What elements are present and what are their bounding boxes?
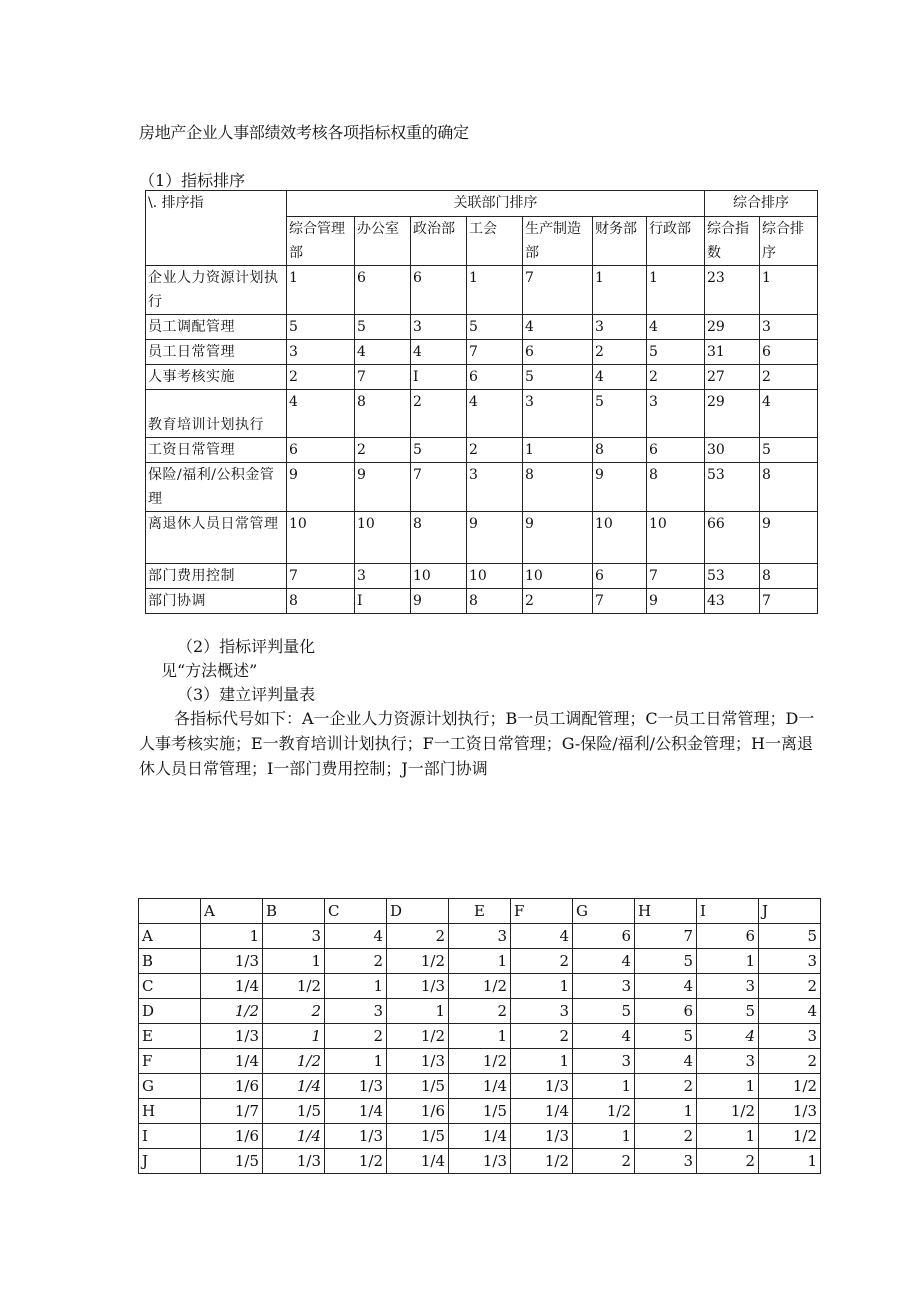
row-label: 保险/福利/公积金管理: [146, 463, 287, 512]
table-cell: 1: [467, 266, 523, 315]
table-cell: 6: [287, 438, 355, 463]
table-cell: 66: [705, 512, 760, 564]
table-cell: 8: [593, 438, 647, 463]
matrix-cell: 1: [263, 1024, 325, 1049]
matrix-cell: 1/6: [201, 1074, 263, 1099]
matrix-cell: 4: [635, 1049, 697, 1074]
matrix-column-header: J: [759, 899, 821, 924]
ranking-table: [145, 190, 818, 614]
column-header: 工会: [467, 217, 523, 266]
column-header: 行政部: [647, 217, 705, 266]
table-cell: 7: [355, 365, 411, 390]
matrix-cell: 3: [697, 1049, 759, 1074]
table-cell: 53: [705, 564, 760, 589]
row-label: 离退休人员日常管理: [146, 512, 287, 564]
table-cell: 5: [467, 315, 523, 340]
matrix-cell: 2: [511, 949, 573, 974]
matrix-cell: 1: [511, 1049, 573, 1074]
table-cell: 1: [287, 266, 355, 315]
matrix-cell: 1/4: [201, 974, 263, 999]
matrix-cell: 1: [449, 949, 511, 974]
matrix-cell: 1/5: [263, 1099, 325, 1124]
table-cell: 8: [467, 589, 523, 614]
table-cell: I: [411, 365, 467, 390]
table-cell: 10: [593, 512, 647, 564]
matrix-cell: 2: [635, 1074, 697, 1099]
matrix-row-header: J: [139, 1149, 201, 1174]
table-cell: 31: [705, 340, 760, 365]
matrix-cell: 1/3: [511, 1074, 573, 1099]
matrix-cell: 1: [201, 924, 263, 949]
row-label: 人事考核实施: [146, 365, 287, 390]
matrix-row: [139, 974, 821, 999]
matrix-cell: 1: [573, 1074, 635, 1099]
matrix-cell: 1/4: [201, 1049, 263, 1074]
table-cell: 5: [411, 438, 467, 463]
table-cell: 7: [593, 589, 647, 614]
table-cell: 8: [355, 390, 411, 438]
matrix-cell: 1/2: [573, 1099, 635, 1124]
table-cell: 9: [411, 589, 467, 614]
matrix-cell: 1/4: [325, 1099, 387, 1124]
table-cell: 2: [760, 365, 818, 390]
table-cell: 10: [523, 564, 593, 589]
table-cell: 9: [355, 463, 411, 512]
matrix-cell: 1: [325, 974, 387, 999]
matrix-cell: 1/3: [201, 949, 263, 974]
matrix-cell: 4: [573, 949, 635, 974]
table-cell: 2: [355, 438, 411, 463]
matrix-cell: 1/2: [387, 1024, 449, 1049]
table-row: [146, 564, 818, 589]
section-heading-quantify: （2）指标评判量化: [177, 637, 316, 656]
matrix-cell: 1/4: [387, 1149, 449, 1174]
matrix-column-header: E: [449, 899, 511, 924]
matrix-column-header: C: [325, 899, 387, 924]
matrix-row-header: B: [139, 949, 201, 974]
table-cell: 8: [760, 564, 818, 589]
matrix-cell: 1/2: [759, 1124, 821, 1149]
matrix-cell: 2: [573, 1149, 635, 1174]
matrix-cell: 1: [573, 1124, 635, 1149]
group-header-departments: 关联部门排序: [287, 191, 705, 217]
table-cell: 6: [355, 266, 411, 315]
table-cell: 3: [647, 390, 705, 438]
table-cell: 7: [647, 564, 705, 589]
table-cell: 7: [411, 463, 467, 512]
table-cell: 7: [467, 340, 523, 365]
column-header: 综合排序: [760, 217, 818, 266]
matrix-cell: 2: [387, 924, 449, 949]
matrix-cell: 1/5: [387, 1074, 449, 1099]
matrix-row-header: I: [139, 1124, 201, 1149]
matrix-column-header: F: [511, 899, 573, 924]
matrix-row: [139, 1099, 821, 1124]
matrix-cell: 1/2: [449, 1049, 511, 1074]
column-header: 生产制造部: [523, 217, 593, 266]
judgment-matrix: [138, 898, 821, 1174]
matrix-cell: 2: [759, 1049, 821, 1074]
matrix-cell: 1/4: [263, 1124, 325, 1149]
table-cell: 10: [411, 564, 467, 589]
table-cell: 3: [760, 315, 818, 340]
matrix-column-header: H: [635, 899, 697, 924]
matrix-cell: 5: [759, 924, 821, 949]
matrix-cell: 1: [697, 1074, 759, 1099]
section-body-quantify: 见“方法概述”: [161, 661, 258, 680]
table-cell: 2: [287, 365, 355, 390]
matrix-cell: 7: [635, 924, 697, 949]
table-cell: 6: [523, 340, 593, 365]
row-label: 部门协调: [146, 589, 287, 614]
matrix-cell: 1/3: [263, 1149, 325, 1174]
table-cell: 8: [647, 463, 705, 512]
table-row: [146, 438, 818, 463]
table-cell: 29: [705, 315, 760, 340]
matrix-cell: 1/5: [201, 1149, 263, 1174]
matrix-cell: 1: [697, 1124, 759, 1149]
matrix-cell: 1/3: [325, 1124, 387, 1149]
matrix-cell: 4: [635, 974, 697, 999]
matrix-cell: 1/2: [263, 974, 325, 999]
matrix-cell: 1: [263, 949, 325, 974]
table-cell: 3: [593, 315, 647, 340]
table-cell: 4: [411, 340, 467, 365]
matrix-cell: 1: [759, 1149, 821, 1174]
table-row: [146, 365, 818, 390]
matrix-row: [139, 1049, 821, 1074]
matrix-row: [139, 949, 821, 974]
matrix-cell: 1: [635, 1099, 697, 1124]
page-title: 房地产企业人事部绩效考核各项指标权重的确定: [139, 123, 469, 142]
matrix-row-header: A: [139, 924, 201, 949]
table-cell: 6: [760, 340, 818, 365]
matrix-cell: 3: [759, 1024, 821, 1049]
matrix-cell: 3: [697, 974, 759, 999]
table-cell: 2: [467, 438, 523, 463]
matrix-row: [139, 999, 821, 1024]
matrix-column-header: A: [201, 899, 263, 924]
matrix-cell: 1/2: [449, 974, 511, 999]
table-cell: 4: [647, 315, 705, 340]
matrix-cell: 4: [573, 1024, 635, 1049]
table-cell: 2: [411, 390, 467, 438]
matrix-cell: 1/7: [201, 1099, 263, 1124]
table-cell: 9: [523, 512, 593, 564]
table-row: [146, 315, 818, 340]
row-label: 员工调配管理: [146, 315, 287, 340]
table-cell: 6: [467, 365, 523, 390]
column-header: 财务部: [593, 217, 647, 266]
indicator-codes-paragraph: 各指标代号如下：A一企业人力资源计划执行；B一员工调配管理；C一员工日常管理；D一人事考核实施；E一教育培训计划执行；F一工资日常管理；G-保险/福利/公积金管理；H一离退休人员日常管理；I一部门费用控制；J一部门协调: [139, 709, 815, 778]
table-cell: 2: [647, 365, 705, 390]
table-cell: 3: [523, 390, 593, 438]
table-cell: 8: [523, 463, 593, 512]
table-cell: 8: [760, 463, 818, 512]
table-cell: 5: [647, 340, 705, 365]
column-header: 综合管理部: [287, 217, 355, 266]
row-label: 员工日常管理: [146, 340, 287, 365]
matrix-cell: 1/4: [449, 1074, 511, 1099]
matrix-cell: 5: [573, 999, 635, 1024]
matrix-corner: [139, 899, 201, 924]
matrix-row: [139, 924, 821, 949]
matrix-cell: 1/6: [387, 1099, 449, 1124]
matrix-cell: 1/2: [759, 1074, 821, 1099]
matrix-cell: 1/3: [511, 1124, 573, 1149]
table-cell: 1: [647, 266, 705, 315]
table-cell: 7: [760, 589, 818, 614]
matrix-cell: 2: [325, 1024, 387, 1049]
table-cell: 2: [523, 589, 593, 614]
matrix-cell: 1/3: [387, 1049, 449, 1074]
table-cell: 5: [287, 315, 355, 340]
matrix-cell: 1/2: [325, 1149, 387, 1174]
table-cell: 6: [411, 266, 467, 315]
matrix-cell: 4: [325, 924, 387, 949]
matrix-cell: 2: [263, 999, 325, 1024]
matrix-column-header: G: [573, 899, 635, 924]
table-cell: 43: [705, 589, 760, 614]
matrix-cell: 5: [635, 1024, 697, 1049]
matrix-cell: 3: [263, 924, 325, 949]
table-cell: 10: [287, 512, 355, 564]
matrix-cell: 3: [449, 924, 511, 949]
matrix-cell: 3: [325, 999, 387, 1024]
matrix-cell: 6: [635, 999, 697, 1024]
matrix-cell: 1: [697, 949, 759, 974]
matrix-cell: 1/5: [387, 1124, 449, 1149]
matrix-cell: 1/3: [325, 1074, 387, 1099]
matrix-cell: 1/3: [201, 1024, 263, 1049]
matrix-row-header: E: [139, 1024, 201, 1049]
table-cell: 23: [705, 266, 760, 315]
matrix-cell: 1/2: [697, 1099, 759, 1124]
matrix-cell: 3: [511, 999, 573, 1024]
matrix-cell: 2: [511, 1024, 573, 1049]
table-cell: 5: [593, 390, 647, 438]
matrix-cell: 1/3: [759, 1099, 821, 1124]
table-cell: 7: [287, 564, 355, 589]
table-cell: 8: [411, 512, 467, 564]
table-row: [146, 512, 818, 564]
table-cell: 10: [467, 564, 523, 589]
row-label: 工资日常管理: [146, 438, 287, 463]
matrix-row: [139, 1074, 821, 1099]
table-cell: 9: [593, 463, 647, 512]
table-row: [146, 463, 818, 512]
matrix-row: [139, 1124, 821, 1149]
matrix-cell: 1/4: [263, 1074, 325, 1099]
table-cell: 5: [355, 315, 411, 340]
matrix-cell: 1/2: [263, 1049, 325, 1074]
table-row: [146, 390, 818, 438]
matrix-cell: 2: [325, 949, 387, 974]
matrix-cell: 1/6: [201, 1124, 263, 1149]
column-header: 政治部: [411, 217, 467, 266]
table-cell: 4: [593, 365, 647, 390]
table-cell: 27: [705, 365, 760, 390]
table-cell: 1: [760, 266, 818, 315]
matrix-cell: 3: [573, 974, 635, 999]
corner-header: \. 排序指: [146, 191, 287, 266]
table-cell: 30: [705, 438, 760, 463]
matrix-row: [139, 1024, 821, 1049]
table-cell: 4: [523, 315, 593, 340]
matrix-cell: 6: [573, 924, 635, 949]
table-row: [146, 340, 818, 365]
matrix-cell: 1: [449, 1024, 511, 1049]
table-cell: 3: [467, 463, 523, 512]
table-cell: 9: [760, 512, 818, 564]
table-cell: 9: [647, 589, 705, 614]
matrix-cell: 4: [511, 924, 573, 949]
table-cell: 9: [467, 512, 523, 564]
matrix-cell: 1/2: [387, 949, 449, 974]
table-cell: 3: [411, 315, 467, 340]
matrix-row-header: C: [139, 974, 201, 999]
table-cell: 6: [593, 564, 647, 589]
matrix-row: [139, 1149, 821, 1174]
matrix-cell: 4: [759, 999, 821, 1024]
matrix-column-header: I: [697, 899, 759, 924]
table-cell: 4: [467, 390, 523, 438]
matrix-cell: 3: [759, 949, 821, 974]
group-header-overall: 综合排序: [705, 191, 818, 217]
matrix-cell: 1/4: [449, 1124, 511, 1149]
table-cell: 2: [593, 340, 647, 365]
table-cell: 1: [523, 438, 593, 463]
row-label: 教育培训计划执行: [146, 390, 287, 438]
matrix-cell: 3: [573, 1049, 635, 1074]
column-header: 综合指数: [705, 217, 760, 266]
row-label: 部门费用控制: [146, 564, 287, 589]
matrix-cell: 5: [635, 949, 697, 974]
matrix-cell: 1: [387, 999, 449, 1024]
table-cell: 3: [287, 340, 355, 365]
matrix-cell: 5: [697, 999, 759, 1024]
matrix-cell: 1: [511, 974, 573, 999]
matrix-header-row: [139, 899, 821, 924]
matrix-cell: 2: [697, 1149, 759, 1174]
table-cell: 6: [647, 438, 705, 463]
matrix-cell: 2: [759, 974, 821, 999]
table-cell: 1: [593, 266, 647, 315]
row-label: 企业人力资源计划执行: [146, 266, 287, 315]
matrix-row-header: H: [139, 1099, 201, 1124]
matrix-cell: 2: [635, 1124, 697, 1149]
table-cell: 5: [523, 365, 593, 390]
table-cell: 29: [705, 390, 760, 438]
table-cell: I: [355, 589, 411, 614]
matrix-cell: 1/5: [449, 1099, 511, 1124]
table-cell: 10: [355, 512, 411, 564]
matrix-cell: 1/3: [449, 1149, 511, 1174]
table-cell: 10: [647, 512, 705, 564]
matrix-cell: 3: [635, 1149, 697, 1174]
matrix-cell: 1/2: [201, 999, 263, 1024]
table-cell: 3: [355, 564, 411, 589]
table-cell: 9: [287, 463, 355, 512]
matrix-cell: 2: [449, 999, 511, 1024]
table-cell: 4: [287, 390, 355, 438]
section-heading-scale: （3）建立评判量表: [177, 685, 316, 704]
matrix-cell: 1/4: [511, 1099, 573, 1124]
table-cell: 5: [760, 438, 818, 463]
matrix-cell: 4: [697, 1024, 759, 1049]
table-cell: 4: [760, 390, 818, 438]
column-header: 办公室: [355, 217, 411, 266]
matrix-column-header: B: [263, 899, 325, 924]
matrix-row-header: F: [139, 1049, 201, 1074]
table-row: [146, 589, 818, 614]
table-cell: 8: [287, 589, 355, 614]
section-heading-ranking: （1）指标排序: [139, 171, 246, 190]
table-cell: 4: [355, 340, 411, 365]
matrix-cell: 1/3: [387, 974, 449, 999]
matrix-column-header: D: [387, 899, 449, 924]
matrix-cell: 6: [697, 924, 759, 949]
matrix-cell: 1/2: [511, 1149, 573, 1174]
matrix-row-header: D: [139, 999, 201, 1024]
matrix-cell: 1: [325, 1049, 387, 1074]
table-cell: 53: [705, 463, 760, 512]
table-row: [146, 266, 818, 315]
matrix-row-header: G: [139, 1074, 201, 1099]
table-cell: 7: [523, 266, 593, 315]
